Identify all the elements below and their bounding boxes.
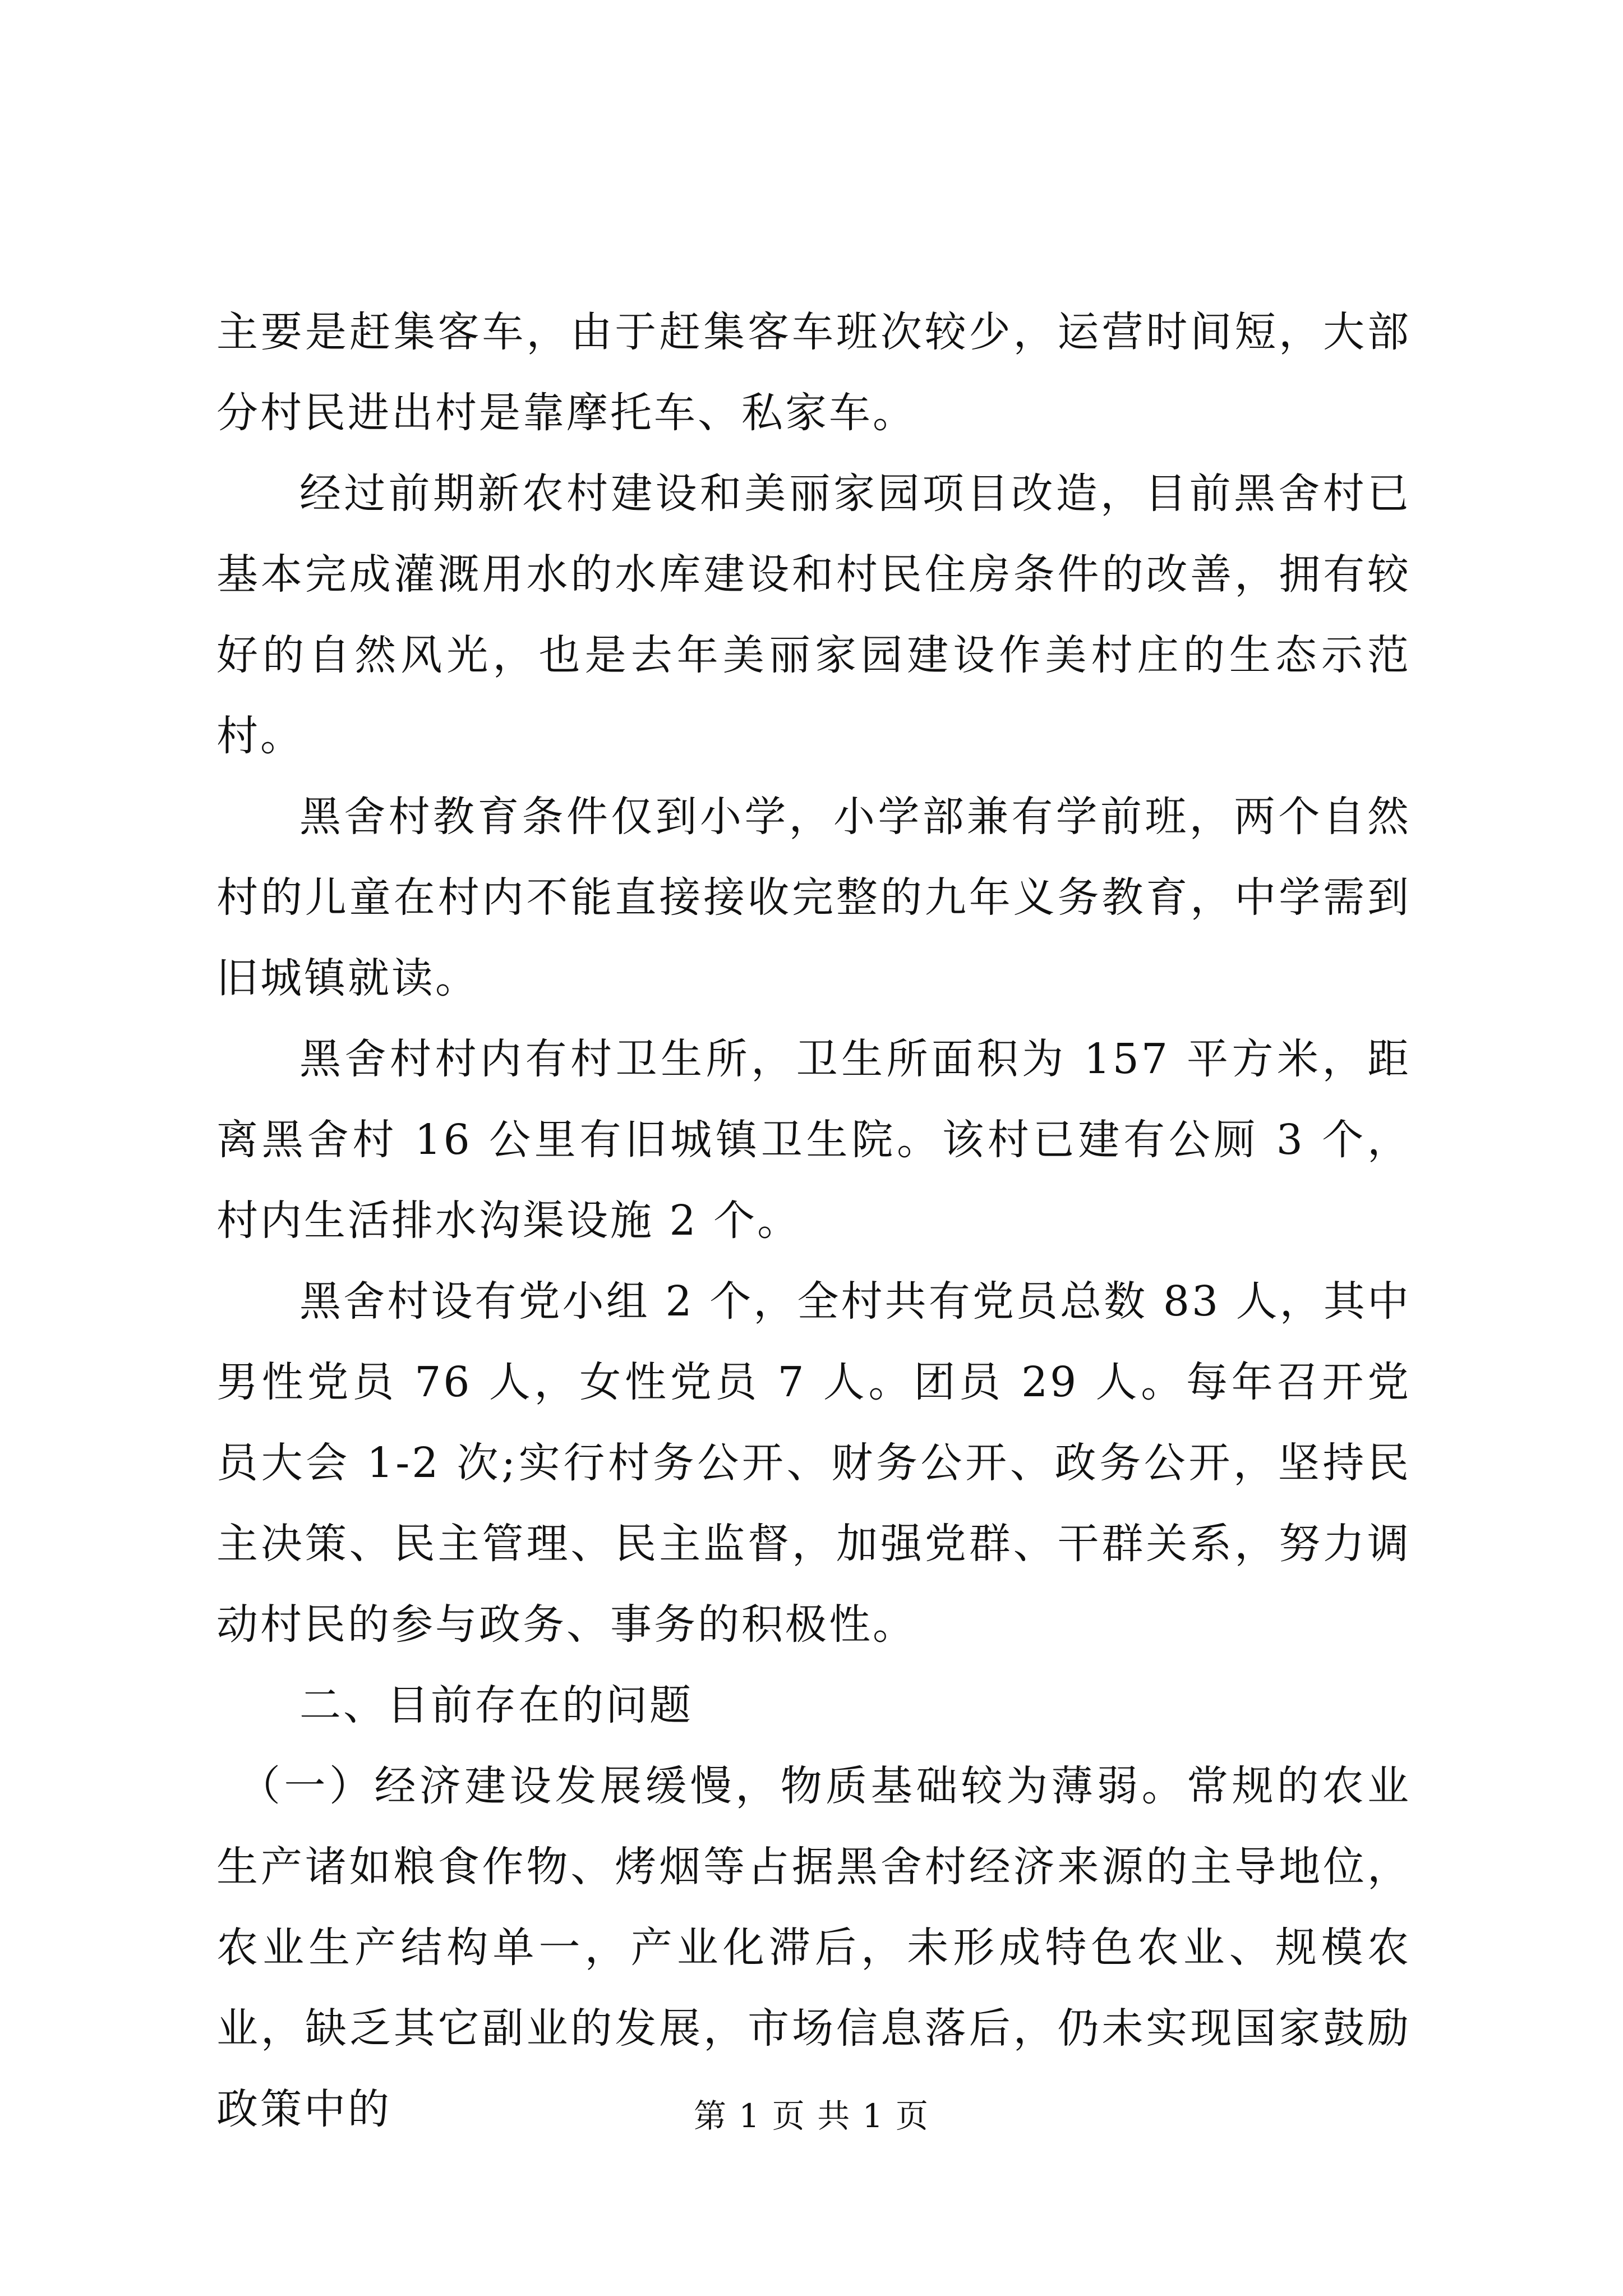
paragraph-transport: 主要是赶集客车，由于赶集客车班次较少，运营时间短，大部分村民进出村是靠摩托车、私家车。 [216,308,1411,437]
page-footer: 第 1 页 共 1 页 [694,2097,929,2135]
paragraph-health: 黑舍村村内有村卫生所，卫生所面积为 157 平方米，距离黑舍村 16 公里有旧城镇卫生院。该村已建有公厕 3 个，村内生活排水沟渠设施 2 个。 [216,1035,1411,1245]
section-heading-problems: 二、目前存在的问题 [299,1681,693,1729]
paragraph-education: 黑舍村教育条件仅到小学，小学部兼有学前班，两个自然村的儿童在村内不能直接接收完整的九年义务教育，中学需到旧城镇就读。 [216,793,1411,1002]
paragraph-construction: 经过前期新农村建设和美丽家园项目改造，目前黑舍村已基本完成灌溉用水的水库建设和村民住房条件的改善，拥有较好的自然风光，也是去年美丽家园建设作美村庄的生态示范村。 [216,470,1411,760]
paragraph-party: 黑舍村设有党小组 2 个，全村共有党员总数 83 人，其中男性党员 76 人，女性党员 7 人。团员 29 人。每年召开党员大会 1-2 次;实行村务公开、财务公开、政务公开，坚持民主决策、民主管理、民主监督，加强党群、干群关系，努力调动村民的参与政务、事务的积极性。 [216,1277,1411,1649]
document-body [216,292,1411,2150]
paragraph-problem-economy: （一）经济建设发展缓慢，物质基础较为薄弱。常规的农业生产诸如粮食作物、烤烟等占据黑舍村经济来源的主导地位，农业生产结构单一，产业化滞后，未形成特色农业、规模农业，缺乏其它副业的发展，市场信息落后，仍未实现国家鼓励政策中的 [216,1762,1411,2133]
